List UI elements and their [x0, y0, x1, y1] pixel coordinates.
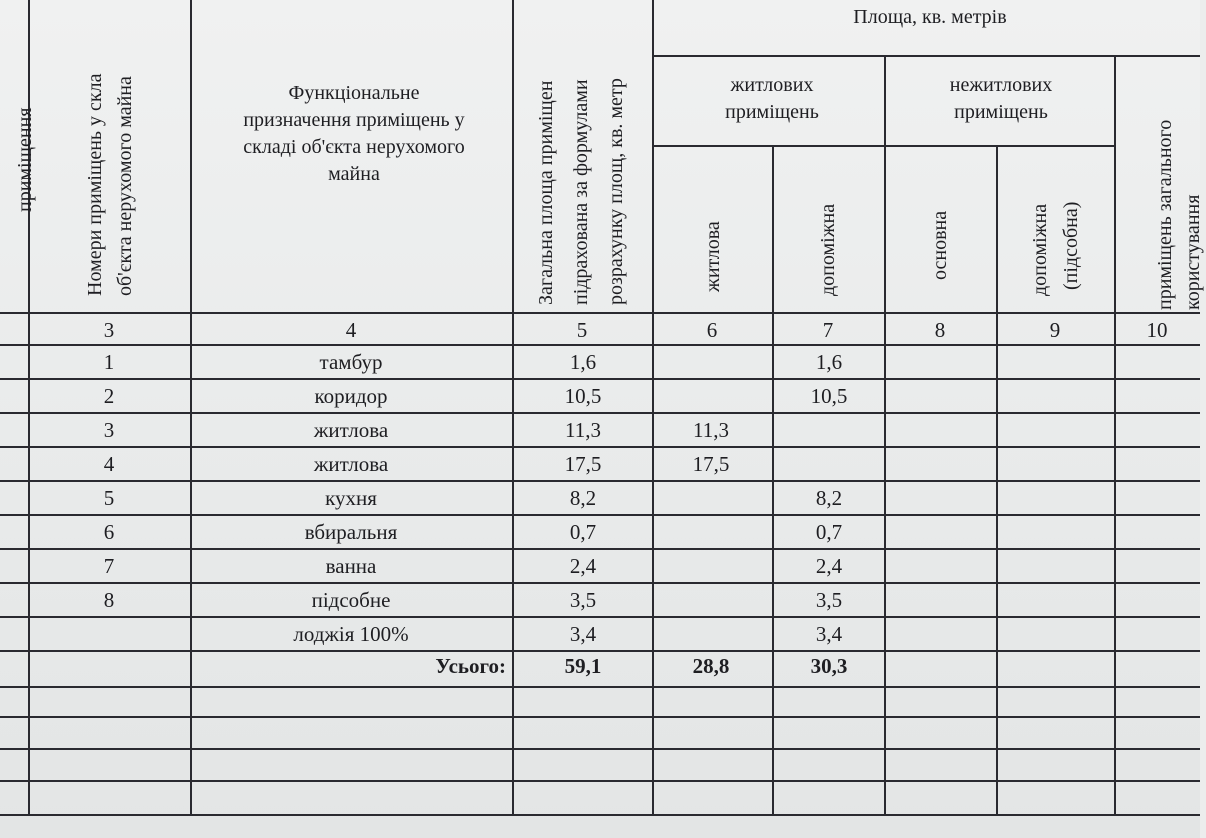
- header-residential-line2: приміщень: [725, 101, 819, 123]
- horizontal-rule: [0, 814, 1200, 816]
- header-common-line1: приміщень загального: [1154, 119, 1176, 310]
- vertical-rule: [1114, 55, 1116, 816]
- header-residential-line1: житлових: [730, 74, 814, 96]
- row-number: 2: [103, 384, 115, 408]
- row-total-area: 0,7: [569, 520, 597, 544]
- horizontal-rule: [0, 446, 1200, 448]
- row-total-area: 11,3: [565, 418, 601, 442]
- header-sub-aux-utility-line2: (підсобна): [1060, 201, 1082, 290]
- horizontal-rule: [0, 686, 1200, 688]
- row-number: 5: [103, 486, 115, 510]
- header-total-line3: розрахунку площ, кв. метр: [605, 78, 627, 305]
- header-function-line1: Функціональне: [288, 82, 420, 104]
- row-total-area: 3,4: [569, 622, 597, 646]
- row-function: тамбур: [319, 350, 383, 374]
- row-number: 8: [103, 588, 115, 612]
- column-number: 10: [1146, 318, 1168, 342]
- horizontal-rule: [0, 748, 1200, 750]
- header-function-line2: призначення приміщень у: [243, 109, 465, 131]
- horizontal-rule: [0, 344, 1200, 346]
- horizontal-rule: [0, 412, 1200, 414]
- header-function: [196, 80, 512, 188]
- column-number: 8: [934, 318, 946, 342]
- row-total-area: 8,2: [569, 486, 597, 510]
- horizontal-rule: [0, 650, 1200, 652]
- totals-aux: 30,3: [810, 654, 848, 678]
- column-number: 3: [103, 318, 115, 342]
- row-number: 3: [103, 418, 115, 442]
- header-area-title: Площа, кв. метрів: [853, 6, 1007, 28]
- column-number: 4: [345, 318, 357, 342]
- column-number: 9: [1049, 318, 1061, 342]
- row-function: вбиральня: [304, 520, 398, 544]
- header-room-partial: приміщення: [14, 107, 36, 212]
- totals-label: Усього:: [435, 654, 506, 678]
- header-sub-auxiliary: допоміжна: [817, 203, 839, 296]
- header-sub-living: житлова: [702, 221, 724, 292]
- column-number: 7: [822, 318, 834, 342]
- row-total-area: 2,4: [569, 554, 597, 578]
- row-aux-area: 3,5: [815, 588, 843, 612]
- column-number: 5: [576, 318, 588, 342]
- horizontal-rule: [0, 312, 1200, 314]
- horizontal-rule: [0, 716, 1200, 718]
- row-aux-area: 3,4: [815, 622, 843, 646]
- header-numbers-line1: Номери приміщень у скла: [84, 73, 106, 296]
- row-function: лоджія 100%: [293, 622, 409, 646]
- header-common-line2: користування: [1182, 194, 1204, 310]
- horizontal-rule: [0, 616, 1200, 618]
- horizontal-rule: [652, 55, 1200, 57]
- horizontal-rule: [0, 480, 1200, 482]
- row-function: житлова: [313, 418, 389, 442]
- vertical-rule: [512, 0, 514, 816]
- header-sub-aux-utility-line1: допоміжна: [1029, 203, 1051, 296]
- row-aux-area: 10,5: [810, 384, 848, 408]
- horizontal-rule: [0, 780, 1200, 782]
- horizontal-rule: [652, 145, 1116, 147]
- horizontal-rule: [0, 514, 1200, 516]
- row-number: 4: [103, 452, 115, 476]
- row-aux-area: 1,6: [815, 350, 843, 374]
- row-function: кухня: [325, 486, 377, 510]
- header-numbers-line2: об'єкта нерухомого майна: [114, 76, 136, 296]
- header-total-line1: Загальна площа приміщен: [535, 80, 557, 305]
- row-total-area: 3,5: [569, 588, 597, 612]
- row-number: 7: [103, 554, 115, 578]
- header-function-line4: майна: [328, 163, 380, 185]
- header-function-line3: складі об'єкта нерухомого: [243, 136, 465, 158]
- horizontal-rule: [0, 548, 1200, 550]
- row-aux-area: 0,7: [815, 520, 843, 544]
- totals-total: 59,1: [564, 654, 602, 678]
- row-total-area: 1,6: [569, 350, 597, 374]
- column-number: 6: [706, 318, 718, 342]
- header-sub-main: основна: [929, 210, 951, 280]
- header-total-line2: підрахована за формулами: [570, 79, 592, 305]
- row-number: 6: [103, 520, 115, 544]
- row-function: коридор: [314, 384, 388, 408]
- row-function: ванна: [325, 554, 377, 578]
- horizontal-rule: [0, 378, 1200, 380]
- header-nonresidential: [886, 72, 1116, 126]
- row-function: підсобне: [311, 588, 391, 612]
- row-living-area: 11,3: [693, 418, 729, 442]
- vertical-rule: [652, 0, 654, 816]
- header-residential: [660, 72, 884, 126]
- row-aux-area: 2,4: [815, 554, 843, 578]
- row-function: житлова: [313, 452, 389, 476]
- row-total-area: 17,5: [564, 452, 602, 476]
- header-nonresidential-line1: нежитлових: [949, 74, 1053, 96]
- row-living-area: 17,5: [692, 452, 730, 476]
- horizontal-rule: [0, 582, 1200, 584]
- totals-living: 28,8: [692, 654, 730, 678]
- header-nonresidential-line2: приміщень: [954, 101, 1048, 123]
- row-total-area: 10,5: [564, 384, 602, 408]
- row-number: 1: [103, 350, 115, 374]
- row-aux-area: 8,2: [815, 486, 843, 510]
